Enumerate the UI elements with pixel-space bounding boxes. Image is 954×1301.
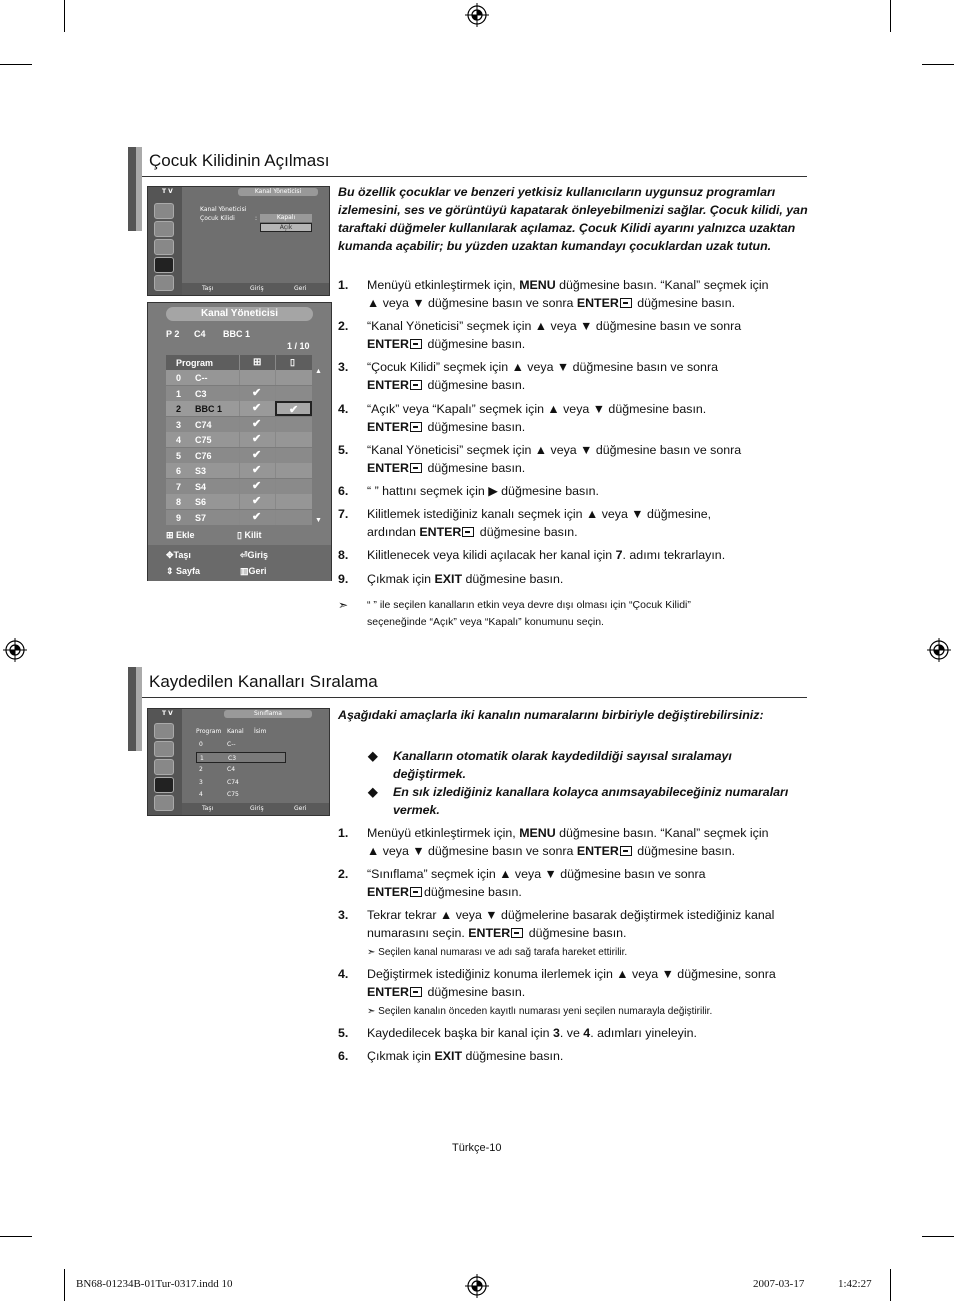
step-item [338,317,808,353]
step-item [338,965,808,1001]
step-text: “Sınıflama” seçmek için ▲ veya ▼ düğmesine basın ve sonra ENTER düğmesine basın. [367,867,706,899]
add-column-icon: ⊞ [239,355,275,370]
osd-option-off[interactable]: Kapalı [260,214,312,222]
osd-add-cell[interactable] [239,494,275,509]
osd-row-name: S6 [195,497,207,507]
step-number: 3. [338,908,349,922]
input-icon [154,723,174,739]
section-title: Kaydedilen Kanalları Sıralama [149,672,378,691]
step-text: Kilitlemek istediğiniz kanalı seçmek için ▲ veya ▼ düğmesine, ardından ENTER düğmesine basın. [367,507,712,539]
step-number: 3. [338,360,349,374]
check-icon: ✔ [252,495,262,507]
osd-sort-row[interactable] [196,777,286,788]
check-icon: ✔ [252,510,262,523]
osd-row-name: C76 [195,450,212,461]
osd-row-channel: C74 [227,778,239,786]
subnote: ➣ Seçilen kanalın önceden kayıtlı numarası yeni seçilen numarayla değiştirilir. [367,1006,713,1017]
crop-mark [890,0,891,32]
step-item [338,906,808,942]
file-name: BN68-01234B-01Tur-0317.indd 10 [76,1278,233,1290]
note-arrow-icon: ➣ [338,598,349,612]
step-number: 8. [338,548,349,562]
osd-lock-hint: ▯ Kilit [237,530,262,540]
step-item [338,358,808,394]
osd-lock-cell[interactable] [275,510,312,525]
osd-add-cell[interactable] [239,448,275,463]
osd-footer-move: ✥Taşı [166,550,191,560]
step-text: Kilitlenecek veya kilidi açılacak her kanal için 7. adımı tekrarlayın. [367,548,726,562]
osd-footer-return: ▥Geri [240,566,267,576]
section1-intro: Bu özellik çocuklar ve benzeri yetkisiz kullanıcıların uygunsuz programları izlemesini, ses ve görüntüyü kapatarak önleyebilmenizi sağlar. Çocuk kilidi, yan taraftaki düğmeler kullanılarak açılamaz. Çocuk Kilidi ayarını yalnızca uzaktan kumanda açabilir; bu yüzden uzaktan kumandayı çocuklardan uzak tutun. [338,185,808,253]
osd-row-program: 7 [176,481,182,492]
osd-row-name: C3 [195,388,207,399]
osd-lock-label: Kilit [244,530,262,540]
sound-icon [154,759,174,775]
picture-icon [154,741,174,757]
osd-footer [182,803,329,815]
osd-item: Çocuk Kilidi [200,215,235,222]
subnote: ➣ Seçilen kanal numarası ve adı sağ tarafa hareket ettirilir. [367,947,628,958]
check-icon: ✔ [289,404,299,416]
registration-mark-icon [465,3,489,27]
osd-col-channel: Kanal [227,728,244,735]
channel-icon [154,777,174,793]
step-number: 5. [338,443,349,457]
enter-icon [620,846,632,856]
setup-icon [154,275,174,291]
osd-lock-cell[interactable] [275,370,312,385]
osd-header: Sınıflama [224,710,312,718]
osd-add-cell[interactable] [239,401,275,416]
osd-lock-cell[interactable] [275,463,312,478]
osd-lock-cell[interactable] [275,494,312,509]
osd-col-name: İsim [254,728,267,735]
step-item [338,546,808,564]
osd-tv-label: T V [162,188,173,195]
step-text: Kaydedilecek başka bir kanal için 3. ve 4. adımları yineleyin. [367,1026,697,1040]
osd-row-channel: C3 [228,754,237,762]
step-number: 4. [338,402,349,416]
crop-mark [64,0,65,32]
osd-row-name: S3 [195,466,207,476]
step-item [338,505,808,541]
osd-lock-cell[interactable] [275,417,312,432]
osd-sidebar [148,709,182,815]
osd-row-name: C74 [195,419,212,430]
osd-channel-row[interactable] [166,370,312,385]
osd-add-cell[interactable] [239,463,275,478]
section1-note [338,597,808,631]
osd-footer-move: Taşı [202,805,214,812]
osd-footer-enter: Giriş [250,805,264,812]
enter-icon [620,298,632,308]
osd-sort-row[interactable] [196,789,286,800]
crop-mark [922,1236,954,1237]
osd-lock-cell[interactable] [275,448,312,463]
osd-row-name: C-- [195,373,208,383]
step-item [338,276,808,312]
section-title: Çocuk Kilidinin Açılması [149,151,330,170]
check-icon: ✔ [252,402,262,414]
step-item [338,1024,808,1042]
section2-intro: Aşağıdaki amaçlarla iki kanalın numaralarını birbiriyle değiştirebilirsiniz: [338,708,764,722]
check-icon: ✔ [252,386,262,399]
osd-footer [148,545,331,581]
osd-title: Kanal Yöneticisi [166,307,313,321]
enter-icon [410,422,422,432]
step-item [338,400,808,436]
step-text: “Kanal Yöneticisi” seçmek için ▲ veya ▼ düğmesine basın ve sonra ENTER düğmesine basın. [367,443,742,475]
step-text: “ ” hattını seçmek için ▶ düğmesine basın. [367,484,599,498]
scroll-down-icon[interactable]: ▼ [315,517,322,524]
step-text: Tekrar tekrar ▲ veya ▼ düğmelerine basarak değiştirmek istediğiniz kanal numarasını seçin. ENTER düğmesine basın. [367,908,775,940]
osd-row-program: 8 [176,497,182,507]
diamond-icon: ◆ [368,785,378,799]
diamond-icon: ◆ [368,749,378,763]
setup-icon [154,795,174,811]
osd-footer [182,283,329,295]
osd-lock-cell[interactable] [275,479,312,494]
osd-row-channel: C4 [227,766,236,773]
enter-icon [410,987,422,997]
osd-col-program: Program [176,358,214,368]
osd-channel-row[interactable] [166,448,312,463]
osd-header: Kanal Yöneticisi [238,188,318,196]
osd-footer-return: Geri [294,285,307,292]
note-arrow-icon: ➣ [367,947,379,958]
section-marker [136,147,142,231]
osd-lock-cell[interactable] [275,432,312,447]
osd-footer-move: Taşı [202,285,214,292]
crop-mark [0,64,32,65]
osd-page-indicator: 1 / 10 [287,341,310,351]
scroll-up-icon[interactable]: ▲ [315,368,322,375]
osd-info-name: BBC 1 [223,329,251,339]
enter-icon [410,339,422,349]
osd-row-program: 9 [176,512,182,523]
osd-channel-manager-child-lock [147,186,330,296]
input-icon [154,203,174,219]
section-divider [142,176,807,177]
step-item [338,570,808,588]
osd-add-cell[interactable] [239,479,275,494]
check-icon: ✔ [252,479,262,492]
print-time: 1:42:27 [838,1278,872,1290]
osd-row-program: 2 [199,766,203,773]
check-icon: ✔ [252,433,262,445]
osd-colon: : [255,215,258,222]
osd-channel-row[interactable] [166,417,312,432]
page-number: Türkçe-10 [452,1142,502,1154]
osd-channel-row[interactable] [166,386,312,401]
osd-channel-row[interactable] [166,401,312,416]
osd-footer-enter: ⏎Giriş [240,550,269,560]
osd-lock-cell[interactable] [275,401,312,416]
osd-channel-row[interactable] [166,432,312,447]
osd-add-cell[interactable] [239,510,275,525]
picture-icon [154,221,174,237]
enter-icon [410,887,422,897]
step-number: 1. [338,826,349,840]
osd-channel-row[interactable] [166,510,312,525]
osd-col-program: Program [196,728,222,735]
lock-column-icon: ▯ [275,355,312,370]
step-item [338,1047,808,1065]
bullet-item: ◆ Kanalların otomatik olarak kaydedildiği sayısal sıralamayı değiştirmek. [368,749,732,781]
osd-add-hint: ⊞ Ekle [166,530,195,540]
channel-icon [154,257,174,273]
osd-channel-row[interactable] [166,494,312,509]
enter-icon [511,928,523,938]
osd-sort-row[interactable] [196,739,286,750]
osd-add-cell[interactable] [239,417,275,432]
osd-row-channel: C75 [227,791,239,798]
section-divider [142,697,807,698]
osd-row-program: 4 [176,435,182,445]
step-number: 5. [338,1026,349,1040]
note-line1: “ ” ile seçilen kanalların etkin veya devre dışı olması için “Çocuk Kilidi” [367,599,691,611]
step-number: 9. [338,572,349,586]
osd-add-cell[interactable] [239,386,275,401]
osd-sidebar [148,187,182,295]
osd-row-program: 4 [199,791,203,798]
step-number: 1. [338,278,349,292]
crop-mark [0,1236,32,1237]
step-text: “Çocuk Kilidi” seçmek için ▲ veya ▼ düğmesine basın ve sonra ENTER düğmesine basın. [367,360,718,392]
step-text: Çıkmak için EXIT düğmesine basın. [367,1049,564,1063]
osd-item: Kanal Yöneticisi [200,206,247,213]
sound-icon [154,239,174,255]
osd-row-program: 1 [200,754,204,762]
osd-row-program: 5 [176,450,182,461]
osd-channel-row[interactable] [166,463,312,478]
registration-mark-icon [465,1274,489,1298]
osd-row-program: 6 [176,466,182,476]
osd-tv-label: T V [162,710,173,717]
step-number: 6. [338,1049,349,1063]
step-item [338,441,808,477]
step-text: Menüyü etkinleştirmek için, MENU düğmesine basın. “Kanal” seçmek için ▲ veya ▼ düğmesine basın ve sonra ENTER düğmesine basın. [367,278,769,310]
check-icon: ✔ [252,448,262,461]
check-icon: ✔ [252,417,262,430]
osd-sort-row[interactable] [196,752,286,763]
osd-lock-cell[interactable] [275,386,312,401]
enter-icon [410,463,422,473]
step-number: 6. [338,484,349,498]
osd-row-channel: C-- [227,741,236,748]
step-text: “Kanal Yöneticisi” seçmek için ▲ veya ▼ düğmesine basın ve sonra ENTER düğmesine basın. [367,319,742,351]
osd-sort [147,708,330,816]
step-text: “Açık” veya “Kapalı” seçmek için ▲ veya ▼ düğmesine basın. ENTER düğmesine basın. [367,402,707,434]
enter-icon [410,380,422,390]
osd-row-name: S7 [195,512,207,523]
osd-add-cell[interactable] [239,432,275,447]
step-item [338,482,808,500]
osd-row-program: 0 [176,373,182,383]
bullet-item: ◆ En sık izlediğiniz kanallara kolayca anımsayabileceğiniz numaraları vermek. [368,785,789,817]
osd-row-program: 2 [176,404,182,414]
enter-icon [462,527,474,537]
note-line2: seçeneğinde “Açık” veya “Kapalı” konumunu seçin. [367,616,604,628]
step-text: Menüyü etkinleştirmek için, MENU düğmesine basın. “Kanal” seçmek için ▲ veya ▼ düğmesine basın ve sonra ENTER düğmesine basın. [367,826,769,858]
osd-info-program: P 2 [166,329,180,339]
step-number: 4. [338,967,349,981]
osd-row-program: 3 [176,419,182,430]
osd-row-program: 1 [176,388,182,399]
osd-row-name: C75 [195,435,212,445]
crop-mark [64,1269,65,1301]
crop-mark [922,64,954,65]
step-text: Çıkmak için EXIT düğmesine basın. [367,572,564,586]
osd-row-name: S4 [195,481,207,492]
step-item [338,824,808,860]
osd-channel-row[interactable] [166,479,312,494]
note-arrow-icon: ➣ [367,1006,379,1017]
osd-footer-page: ⇕ Sayfa [166,566,201,576]
osd-list-header [166,355,312,370]
crop-mark [890,1269,891,1301]
osd-row-program: 3 [199,778,203,786]
osd-footer-return: Geri [294,805,307,812]
step-text: Değiştirmek istediğiniz konuma ilerlemek için ▲ veya ▼ düğmesine, sonra ENTER düğmesine basın. [367,967,776,999]
osd-info-channel: C4 [194,329,206,339]
print-date: 2007-03-17 [753,1278,805,1290]
osd-add-label: Ekle [176,530,195,540]
registration-mark-icon [3,638,27,662]
registration-mark-icon [927,638,951,662]
step-number: 7. [338,507,349,521]
osd-sort-row[interactable] [196,764,286,775]
osd-channel-manager-list [147,302,332,581]
step-number: 2. [338,319,349,333]
osd-footer-enter: Giriş [250,285,264,292]
step-item [338,865,808,901]
osd-row-name: BBC 1 [195,404,223,414]
step-number: 2. [338,867,349,881]
check-icon: ✔ [252,464,262,476]
osd-add-cell[interactable] [239,370,275,385]
osd-option-on[interactable]: Açık [260,223,312,232]
osd-row-program: 0 [199,741,203,748]
section-marker [136,667,142,751]
